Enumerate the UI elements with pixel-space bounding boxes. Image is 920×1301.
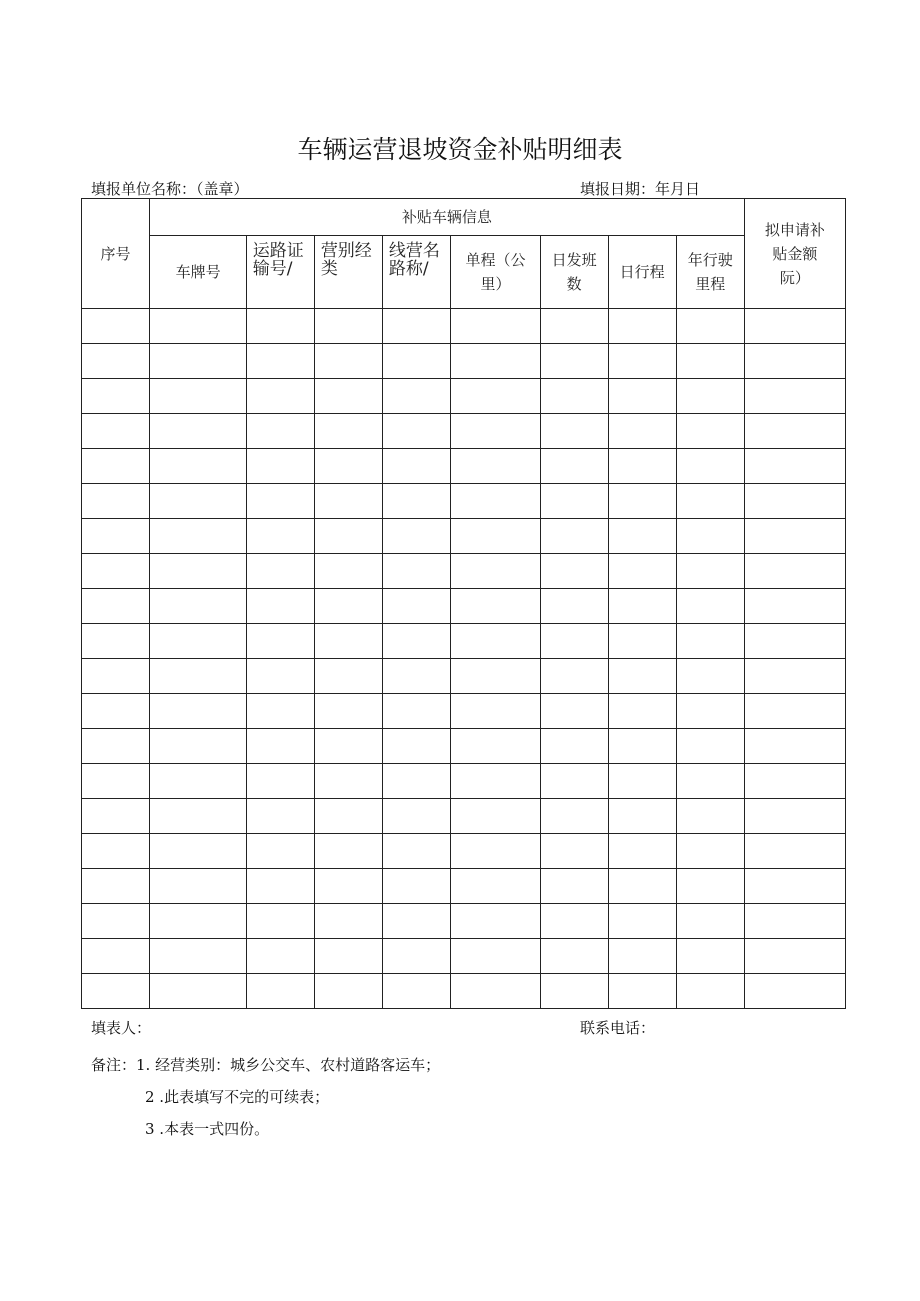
table-cell[interactable] xyxy=(247,484,315,519)
table-cell[interactable] xyxy=(676,974,744,1009)
table-cell[interactable] xyxy=(82,834,150,869)
header-daily-mileage: 日行程 xyxy=(608,236,676,309)
table-row xyxy=(82,589,846,624)
table-row xyxy=(82,834,846,869)
table-cell[interactable] xyxy=(150,484,247,519)
header-permit-text: 运路证输号/ xyxy=(252,241,304,279)
table-cell[interactable] xyxy=(744,624,845,659)
table-cell[interactable] xyxy=(744,589,845,624)
table-row xyxy=(82,729,846,764)
table-cell[interactable] xyxy=(315,974,383,1009)
table-cell[interactable] xyxy=(540,974,608,1009)
header-subsidy-amount xyxy=(744,199,845,309)
table-cell[interactable] xyxy=(383,869,451,904)
table-cell[interactable] xyxy=(82,694,150,729)
table-cell[interactable] xyxy=(744,554,845,589)
table-cell[interactable] xyxy=(247,694,315,729)
document-title: 车辆运营退坡资金补贴明细表 xyxy=(297,135,623,164)
table-row xyxy=(82,799,846,834)
table-cell[interactable] xyxy=(82,764,150,799)
table-cell[interactable] xyxy=(540,589,608,624)
table-cell[interactable] xyxy=(247,344,315,379)
table-cell[interactable] xyxy=(150,344,247,379)
table-cell[interactable] xyxy=(676,939,744,974)
table-cell[interactable] xyxy=(315,869,383,904)
table-cell[interactable] xyxy=(540,729,608,764)
table-row xyxy=(82,659,846,694)
table-cell[interactable] xyxy=(247,379,315,414)
header-plate: 车牌号 xyxy=(150,236,247,309)
table-row xyxy=(82,869,846,904)
table-cell[interactable] xyxy=(451,519,540,554)
table-cell[interactable] xyxy=(315,764,383,799)
table-cell[interactable] xyxy=(451,589,540,624)
table-cell[interactable] xyxy=(247,799,315,834)
table-cell[interactable] xyxy=(676,729,744,764)
table-cell[interactable] xyxy=(676,869,744,904)
table-cell[interactable] xyxy=(451,484,540,519)
note-2: 2 .此表填写不完的可续表； xyxy=(145,1088,330,1106)
table-cell[interactable] xyxy=(451,309,540,344)
table-cell[interactable] xyxy=(608,939,676,974)
table-cell[interactable] xyxy=(608,309,676,344)
table-cell[interactable] xyxy=(744,904,845,939)
table-cell[interactable] xyxy=(608,904,676,939)
table-cell[interactable] xyxy=(540,484,608,519)
table-cell[interactable] xyxy=(451,834,540,869)
table-cell[interactable] xyxy=(247,974,315,1009)
note-1: 备注：1. 经营类别：城乡公交车、农村道路客运车； xyxy=(91,1056,441,1074)
table-row xyxy=(82,904,846,939)
table-cell[interactable] xyxy=(451,344,540,379)
table-cell[interactable] xyxy=(744,659,845,694)
table-cell[interactable] xyxy=(608,414,676,449)
table-cell[interactable] xyxy=(82,554,150,589)
table-cell[interactable] xyxy=(383,904,451,939)
table-cell[interactable] xyxy=(315,554,383,589)
header-seq: 序号 xyxy=(82,199,150,309)
table-cell[interactable] xyxy=(383,729,451,764)
table-cell[interactable] xyxy=(676,414,744,449)
table-cell[interactable] xyxy=(608,484,676,519)
table-cell[interactable] xyxy=(150,554,247,589)
table-cell[interactable] xyxy=(150,799,247,834)
header-permit xyxy=(247,236,315,309)
header-annual-mileage xyxy=(676,236,744,309)
table-cell[interactable] xyxy=(451,659,540,694)
table-cell[interactable] xyxy=(744,799,845,834)
table-cell[interactable] xyxy=(676,659,744,694)
table-cell[interactable] xyxy=(744,414,845,449)
table-cell[interactable] xyxy=(315,309,383,344)
table-row xyxy=(82,519,846,554)
table-row xyxy=(82,694,846,729)
table-cell[interactable] xyxy=(744,449,845,484)
table-cell[interactable] xyxy=(676,519,744,554)
table-row xyxy=(82,764,846,799)
table-cell[interactable] xyxy=(383,484,451,519)
table-cell[interactable] xyxy=(315,904,383,939)
table-cell[interactable] xyxy=(383,624,451,659)
table-cell[interactable] xyxy=(150,659,247,694)
table-cell[interactable] xyxy=(150,694,247,729)
table-cell[interactable] xyxy=(451,939,540,974)
table-cell[interactable] xyxy=(608,799,676,834)
table-cell[interactable] xyxy=(383,589,451,624)
header-distance xyxy=(451,236,540,309)
table-cell[interactable] xyxy=(540,554,608,589)
table-cell[interactable] xyxy=(744,974,845,1009)
table-cell[interactable] xyxy=(540,344,608,379)
table-cell[interactable] xyxy=(315,939,383,974)
table-cell[interactable] xyxy=(451,624,540,659)
table-cell[interactable] xyxy=(676,624,744,659)
table-cell[interactable] xyxy=(451,694,540,729)
table-cell[interactable] xyxy=(247,519,315,554)
table-cell[interactable] xyxy=(315,834,383,869)
table-cell[interactable] xyxy=(150,729,247,764)
table-row xyxy=(82,309,846,344)
table-row xyxy=(82,484,846,519)
table-cell[interactable] xyxy=(383,659,451,694)
table-cell[interactable] xyxy=(383,554,451,589)
table-cell[interactable] xyxy=(247,834,315,869)
table-cell[interactable] xyxy=(247,869,315,904)
table-cell[interactable] xyxy=(150,834,247,869)
table-cell[interactable] xyxy=(540,869,608,904)
table-cell[interactable] xyxy=(540,309,608,344)
table-cell[interactable] xyxy=(315,449,383,484)
table-cell[interactable] xyxy=(82,589,150,624)
filler-label: 填表人： xyxy=(91,1019,152,1037)
table-row xyxy=(82,554,846,589)
table-row xyxy=(82,939,846,974)
table-cell[interactable] xyxy=(451,554,540,589)
table-cell[interactable] xyxy=(82,309,150,344)
table-row xyxy=(82,624,846,659)
table-cell[interactable] xyxy=(247,904,315,939)
table-cell[interactable] xyxy=(82,449,150,484)
table-cell[interactable] xyxy=(150,904,247,939)
table-cell[interactable] xyxy=(150,869,247,904)
table-cell[interactable] xyxy=(540,939,608,974)
header-route xyxy=(383,236,451,309)
table-cell[interactable] xyxy=(82,904,150,939)
table-cell[interactable] xyxy=(608,624,676,659)
table-cell[interactable] xyxy=(451,379,540,414)
table-cell[interactable] xyxy=(247,449,315,484)
header-group-vehicle-info: 补贴车辆信息 xyxy=(150,199,745,236)
table-cell[interactable] xyxy=(608,869,676,904)
table-cell[interactable] xyxy=(540,799,608,834)
table-cell[interactable] xyxy=(676,694,744,729)
table-cell[interactable] xyxy=(82,799,150,834)
table-cell[interactable] xyxy=(608,589,676,624)
table-cell[interactable] xyxy=(744,869,845,904)
table-cell[interactable] xyxy=(383,309,451,344)
table-cell[interactable] xyxy=(608,764,676,799)
table-cell[interactable] xyxy=(82,869,150,904)
table-cell[interactable] xyxy=(676,589,744,624)
table-cell[interactable] xyxy=(608,519,676,554)
subsidy-table xyxy=(81,198,846,1009)
table-cell[interactable] xyxy=(82,974,150,1009)
table-row xyxy=(82,379,846,414)
table-cell[interactable] xyxy=(540,764,608,799)
table-cell[interactable] xyxy=(540,624,608,659)
header-category-text: 营别经类 xyxy=(320,241,372,279)
table-row xyxy=(82,414,846,449)
table-cell[interactable] xyxy=(82,624,150,659)
table-cell[interactable] xyxy=(150,974,247,1009)
table-cell[interactable] xyxy=(150,624,247,659)
table-cell[interactable] xyxy=(676,309,744,344)
table-cell[interactable] xyxy=(150,309,247,344)
date-label: 填报日期：年月日 xyxy=(580,180,701,198)
table-cell[interactable] xyxy=(676,799,744,834)
table-cell[interactable] xyxy=(247,309,315,344)
table-cell[interactable] xyxy=(540,659,608,694)
table-cell[interactable] xyxy=(608,834,676,869)
table-cell[interactable] xyxy=(82,414,150,449)
table-cell[interactable] xyxy=(150,939,247,974)
table-cell[interactable] xyxy=(451,764,540,799)
table-cell[interactable] xyxy=(150,519,247,554)
table-row xyxy=(82,974,846,1009)
table-cell[interactable] xyxy=(676,554,744,589)
table-cell[interactable] xyxy=(247,624,315,659)
table-cell[interactable] xyxy=(744,309,845,344)
header-category xyxy=(315,236,383,309)
table-cell[interactable] xyxy=(315,799,383,834)
table-cell[interactable] xyxy=(676,344,744,379)
table-cell[interactable] xyxy=(676,484,744,519)
table-cell[interactable] xyxy=(540,694,608,729)
table-cell[interactable] xyxy=(540,379,608,414)
table-cell[interactable] xyxy=(540,834,608,869)
table-cell[interactable] xyxy=(82,659,150,694)
table-cell[interactable] xyxy=(744,379,845,414)
table-cell[interactable] xyxy=(744,764,845,799)
table-cell[interactable] xyxy=(608,449,676,484)
table-cell[interactable] xyxy=(540,414,608,449)
table-cell[interactable] xyxy=(744,344,845,379)
table-cell[interactable] xyxy=(744,484,845,519)
table-cell[interactable] xyxy=(608,344,676,379)
table-cell[interactable] xyxy=(383,834,451,869)
table-cell[interactable] xyxy=(383,764,451,799)
table-cell[interactable] xyxy=(315,344,383,379)
table-cell[interactable] xyxy=(150,589,247,624)
table-cell[interactable] xyxy=(608,974,676,1009)
note-3: 3 .本表一式四份。 xyxy=(145,1120,270,1138)
table-cell[interactable] xyxy=(608,379,676,414)
table-cell[interactable] xyxy=(247,554,315,589)
table-cell[interactable] xyxy=(315,729,383,764)
table-row xyxy=(82,344,846,379)
table-cell[interactable] xyxy=(451,869,540,904)
table-cell[interactable] xyxy=(608,694,676,729)
table-cell[interactable] xyxy=(676,904,744,939)
table-cell[interactable] xyxy=(247,764,315,799)
table-cell[interactable] xyxy=(82,344,150,379)
table-cell[interactable] xyxy=(608,729,676,764)
table-cell[interactable] xyxy=(315,624,383,659)
table-cell[interactable] xyxy=(744,939,845,974)
header-daily-trips xyxy=(540,236,608,309)
phone-label: 联系电话： xyxy=(580,1019,656,1037)
table-cell[interactable] xyxy=(608,659,676,694)
table-cell[interactable] xyxy=(451,449,540,484)
table-cell[interactable] xyxy=(315,694,383,729)
table-cell[interactable] xyxy=(150,764,247,799)
table-cell[interactable] xyxy=(451,799,540,834)
table-cell[interactable] xyxy=(451,904,540,939)
table-cell[interactable] xyxy=(383,414,451,449)
table-cell[interactable] xyxy=(247,414,315,449)
table-cell[interactable] xyxy=(247,939,315,974)
table-cell[interactable] xyxy=(150,449,247,484)
table-cell[interactable] xyxy=(150,379,247,414)
table-cell[interactable] xyxy=(383,939,451,974)
table-cell[interactable] xyxy=(150,414,247,449)
table-cell[interactable] xyxy=(676,834,744,869)
header-route-text: 线营名路称/ xyxy=(388,241,440,279)
header-distance-text: 单程（公里） xyxy=(465,251,526,293)
table-cell[interactable] xyxy=(383,799,451,834)
table-cell[interactable] xyxy=(540,449,608,484)
table-cell[interactable] xyxy=(247,659,315,694)
header-annual-mileage-text: 年行驶里程 xyxy=(687,251,733,293)
table-cell[interactable] xyxy=(676,379,744,414)
unit-label: 填报单位名称：（盖章） xyxy=(91,180,249,198)
table-cell[interactable] xyxy=(451,414,540,449)
table-cell[interactable] xyxy=(540,519,608,554)
table-cell[interactable] xyxy=(247,589,315,624)
table-cell[interactable] xyxy=(82,939,150,974)
table-cell[interactable] xyxy=(744,519,845,554)
table-cell[interactable] xyxy=(82,519,150,554)
table-cell[interactable] xyxy=(315,484,383,519)
table-cell[interactable] xyxy=(315,414,383,449)
table-cell[interactable] xyxy=(383,519,451,554)
header-daily-trips-text: 日发班数 xyxy=(551,251,597,293)
table-cell[interactable] xyxy=(82,729,150,764)
table-cell[interactable] xyxy=(383,379,451,414)
table-cell[interactable] xyxy=(744,694,845,729)
table-cell[interactable] xyxy=(82,379,150,414)
table-cell[interactable] xyxy=(82,484,150,519)
table-cell[interactable] xyxy=(540,904,608,939)
table-cell[interactable] xyxy=(451,974,540,1009)
table-cell[interactable] xyxy=(383,694,451,729)
table-row xyxy=(82,449,846,484)
table-cell[interactable] xyxy=(676,449,744,484)
table-cell[interactable] xyxy=(383,344,451,379)
table-cell[interactable] xyxy=(383,449,451,484)
table-cell[interactable] xyxy=(315,379,383,414)
header-subsidy-text: 拟申请补贴金额阮） xyxy=(764,220,825,287)
table-cell[interactable] xyxy=(383,974,451,1009)
table-cell[interactable] xyxy=(315,589,383,624)
table-cell[interactable] xyxy=(315,519,383,554)
table-cell[interactable] xyxy=(744,729,845,764)
table-cell[interactable] xyxy=(744,834,845,869)
table-cell[interactable] xyxy=(676,764,744,799)
table-cell[interactable] xyxy=(247,729,315,764)
table-cell[interactable] xyxy=(315,659,383,694)
table-cell[interactable] xyxy=(451,729,540,764)
table-cell[interactable] xyxy=(608,554,676,589)
